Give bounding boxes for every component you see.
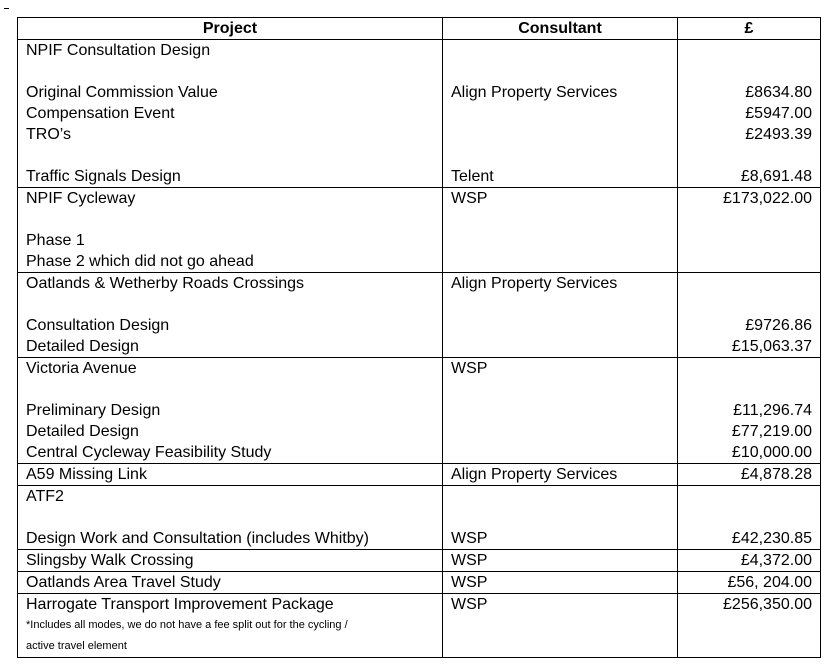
consultant-line — [451, 507, 669, 528]
consultant-line — [451, 486, 669, 507]
project-cell — [18, 40, 443, 188]
consultant-line: WSP — [451, 596, 488, 613]
consultant-line: WSP — [451, 530, 488, 547]
consultant-line — [451, 336, 669, 357]
table-row — [18, 550, 821, 572]
fee-cell — [678, 358, 821, 464]
consultant-cell — [443, 358, 678, 464]
fee-line: £173,022.00 — [723, 190, 812, 207]
fee-cell — [678, 572, 821, 594]
fee-line: £2493.39 — [745, 126, 812, 143]
consultant-cell — [443, 188, 678, 273]
fee-cell — [678, 464, 821, 486]
table-row — [18, 594, 821, 658]
header-fee: £ — [678, 18, 821, 40]
fee-cell — [678, 594, 821, 658]
project-cell — [18, 464, 443, 486]
consultant-cell — [443, 40, 678, 188]
project-line: NPIF Cycleway — [26, 190, 136, 207]
consultant-cell — [443, 273, 678, 358]
consultant-line: WSP — [451, 552, 488, 569]
table-row — [18, 572, 821, 594]
consultant-line — [451, 209, 669, 230]
project-line: Oatlands Area Travel Study — [26, 574, 221, 591]
fee-line: £56, 204.00 — [727, 574, 812, 591]
fee-line — [686, 507, 812, 528]
project-cell — [18, 486, 443, 550]
fee-line — [686, 209, 812, 230]
header-row — [18, 18, 821, 40]
fee-line: £8,691.48 — [740, 168, 812, 185]
consultant-line: Align Property Services — [451, 275, 618, 292]
fee-line — [686, 230, 812, 251]
footnote-line: active travel element — [26, 640, 127, 652]
project-line: Phase 2 which did not go ahead — [26, 253, 254, 270]
project-line: Detailed Design — [26, 338, 139, 355]
consultant-line: WSP — [451, 574, 488, 591]
project-line — [26, 294, 434, 315]
project-line: Detailed Design — [26, 423, 139, 440]
consultant-line — [451, 400, 669, 421]
consultant-cell — [443, 464, 678, 486]
fee-line: £256,350.00 — [723, 596, 812, 613]
project-cell — [18, 594, 443, 658]
fee-line — [686, 61, 812, 82]
header-project: Project — [18, 18, 443, 40]
fee-line — [686, 40, 812, 61]
fee-line: £4,878.28 — [740, 466, 812, 483]
table-row — [18, 40, 821, 188]
fee-line — [686, 358, 812, 379]
fee-line: £42,230.85 — [731, 530, 812, 547]
table-row — [18, 273, 821, 358]
consultant-cell — [443, 486, 678, 550]
project-cell — [18, 273, 443, 358]
project-line — [26, 209, 434, 230]
project-cell — [18, 572, 443, 594]
fee-cell — [678, 273, 821, 358]
consultant-line: Align Property Services — [451, 466, 618, 483]
consultant-cell — [443, 594, 678, 658]
fee-line — [686, 486, 812, 507]
fee-line: £11,296.74 — [733, 402, 812, 419]
consultant-line — [451, 40, 669, 61]
project-line: Traffic Signals Design — [26, 168, 181, 185]
consultant-line — [451, 315, 669, 336]
project-line: NPIF Consultation Design — [26, 42, 211, 59]
project-line — [26, 145, 434, 166]
project-line: A59 Missing Link — [26, 466, 147, 483]
corner-mark — [4, 8, 9, 9]
project-line: Oatlands & Wetherby Roads Crossings — [26, 275, 305, 292]
consultant-line — [451, 379, 669, 400]
project-line: Design Work and Consultation (includes Whitby) — [26, 530, 369, 547]
fee-line — [686, 379, 812, 400]
consultant-line — [451, 442, 669, 463]
consultant-line — [451, 230, 669, 251]
fee-line: £8634.80 — [745, 84, 812, 101]
footnote-line: *Includes all modes, we do not have a fee split out for the cycling / — [26, 619, 348, 631]
project-line — [26, 379, 434, 400]
header-consultant: Consultant — [443, 18, 678, 40]
consultant-cell — [443, 550, 678, 572]
fee-line: £4,372.00 — [740, 552, 812, 569]
project-line: Victoria Avenue — [26, 360, 137, 377]
fee-line: £9726.86 — [745, 317, 812, 334]
consultant-line — [451, 61, 669, 82]
table-row — [18, 358, 821, 464]
consultant-fees-table — [17, 17, 821, 658]
project-line: Phase 1 — [26, 232, 85, 249]
fee-line: £15,063.37 — [731, 338, 812, 355]
project-line: ATF2 — [26, 488, 64, 505]
project-line: TRO’s — [26, 126, 72, 143]
consultant-line — [451, 103, 669, 124]
consultant-line: WSP — [451, 190, 488, 207]
fee-cell — [678, 40, 821, 188]
project-line: Slingsby Walk Crossing — [26, 552, 194, 569]
fee-line — [686, 294, 812, 315]
fee-line: £77,219.00 — [731, 423, 812, 440]
fee-cell — [678, 188, 821, 273]
fee-line — [686, 145, 812, 166]
project-line: Preliminary Design — [26, 402, 161, 419]
table-row — [18, 188, 821, 273]
project-line: Central Cycleway Feasibility Study — [26, 444, 272, 461]
consultant-line — [451, 251, 669, 272]
project-cell — [18, 358, 443, 464]
project-cell — [18, 188, 443, 273]
project-line: Compensation Event — [26, 105, 175, 122]
consultant-line: Telent — [451, 168, 494, 185]
fee-line: £10,000.00 — [731, 444, 812, 461]
table-row — [18, 464, 821, 486]
table-row — [18, 486, 821, 550]
consultant-line: WSP — [451, 360, 488, 377]
consultant-line — [451, 294, 669, 315]
fee-line — [686, 251, 812, 272]
project-line — [26, 61, 434, 82]
fee-line: £5947.00 — [745, 105, 812, 122]
project-line: Consultation Design — [26, 317, 170, 334]
consultant-line — [451, 124, 669, 145]
project-line — [26, 507, 434, 528]
consultant-line: Align Property Services — [451, 84, 618, 101]
consultant-line — [451, 421, 669, 442]
fee-cell — [678, 550, 821, 572]
fee-cell — [678, 486, 821, 550]
fee-line — [686, 273, 812, 294]
project-cell — [18, 550, 443, 572]
consultant-line — [451, 145, 669, 166]
project-line: Harrogate Transport Improvement Package — [26, 596, 334, 613]
project-line: Original Commission Value — [26, 84, 218, 101]
consultant-cell — [443, 572, 678, 594]
